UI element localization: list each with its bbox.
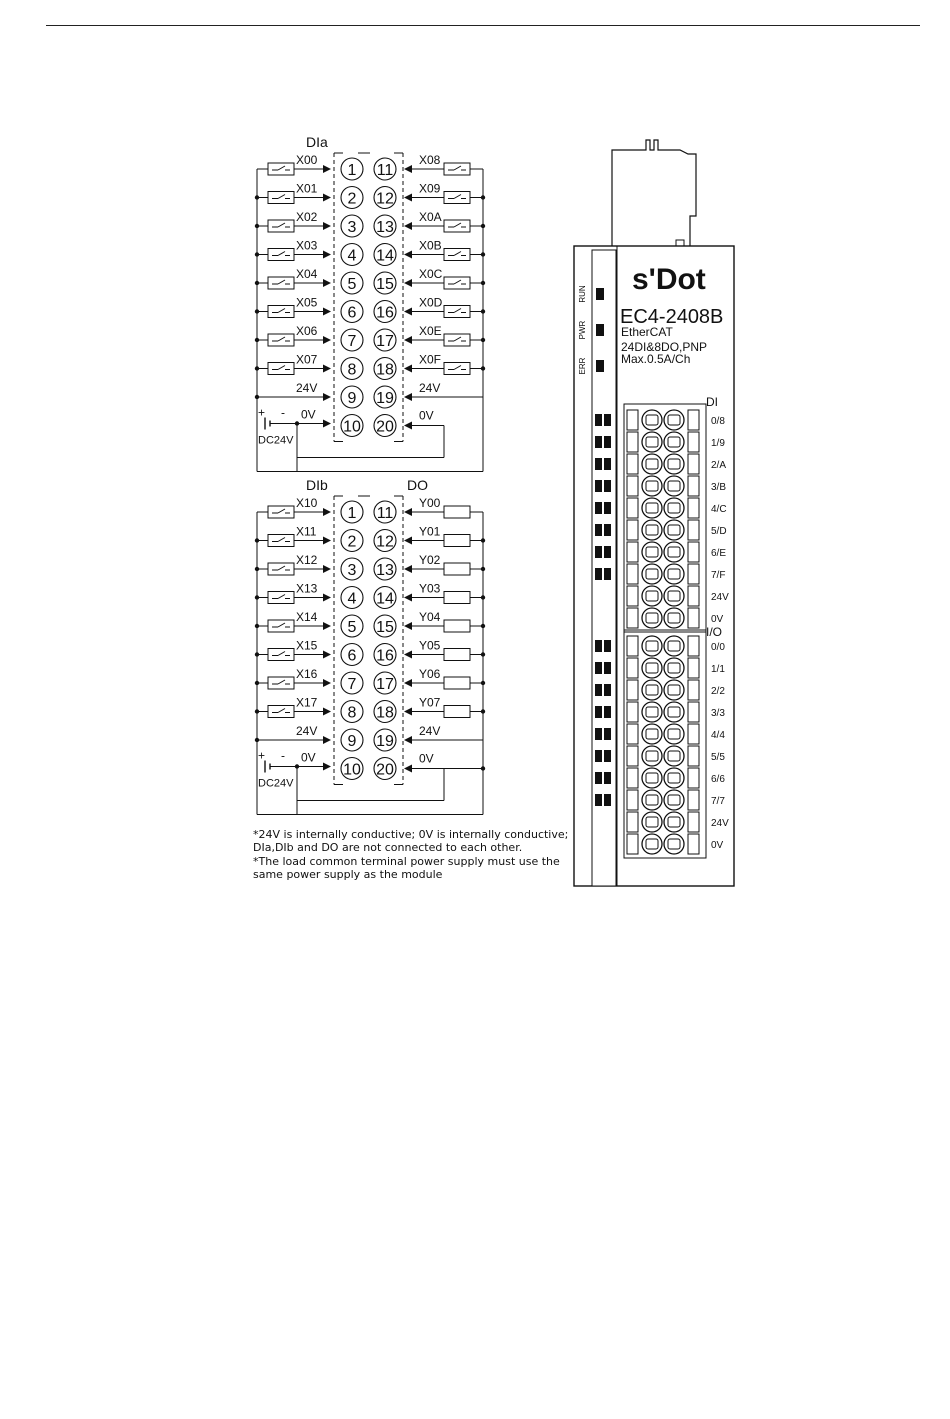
input-label-x10: X10: [296, 496, 318, 510]
terminal-pin-18: 18: [376, 361, 394, 379]
input-label-x09: X09: [419, 181, 441, 196]
input-label-x03: X03: [296, 238, 318, 253]
terminal-pin-9: 9: [347, 733, 357, 750]
terminal-pin-11: 11: [376, 505, 394, 522]
block-title-left: DIa: [306, 134, 328, 150]
terminal-pin-11: 11: [376, 162, 394, 179]
di-terminal-label-5: 5/D: [711, 526, 727, 537]
terminal-pin-2: 2: [347, 190, 357, 208]
terminal-pin-5: 5: [347, 276, 357, 293]
output-label-y03: Y03: [419, 581, 441, 596]
terminal-pin-2: 2: [347, 533, 357, 551]
di-terminal-label-7: 7/F: [711, 570, 726, 581]
module-top-connector: [612, 140, 696, 246]
terminal-screw: [664, 542, 684, 562]
terminal-screw: [664, 724, 684, 744]
supply-label: DC24V: [258, 777, 294, 790]
di-led-2: [595, 458, 602, 470]
io-led-0: [604, 640, 611, 652]
terminal-screw: [664, 454, 684, 474]
input-label-x11: X11: [296, 524, 317, 539]
supply-plus-label: +: [258, 405, 266, 420]
terminal-screw: [642, 476, 662, 496]
terminal-screw: [642, 498, 662, 518]
terminal-pin-7: 7: [347, 676, 357, 693]
terminal-pin-17: 17: [376, 676, 394, 693]
di-terminal-label-9: 0V: [711, 614, 724, 625]
terminal-pin-4: 4: [347, 247, 357, 265]
terminal-pin-16: 16: [376, 647, 394, 665]
io-led-4: [604, 728, 611, 740]
output-label-y02: Y02: [419, 553, 441, 567]
terminal-pin-3: 3: [347, 562, 357, 579]
terminal-pin-1: 1: [347, 162, 357, 179]
v0-left-label: 0V: [301, 407, 316, 422]
output-label-y00: Y00: [419, 496, 441, 510]
di-terminal-label-3: 3/B: [711, 482, 727, 493]
di-terminal-label-6: 6/E: [711, 548, 727, 559]
input-label-x0d: X0D: [419, 295, 443, 310]
terminal-pin-4: 4: [347, 590, 357, 608]
io-terminal-label-9: 0V: [711, 840, 724, 851]
input-label-x07: X07: [296, 352, 318, 367]
output-label-y06: Y06: [419, 667, 441, 681]
terminal-pin-19: 19: [376, 733, 394, 750]
io-terminal-label-2: 2/2: [711, 686, 725, 697]
di-led-6: [595, 546, 602, 558]
io-terminal-label-6: 6/6: [711, 774, 725, 785]
terminal-screw: [642, 520, 662, 540]
terminal-pin-6: 6: [347, 304, 357, 322]
v24-left-label: 24V: [296, 724, 318, 738]
io-header: I/O: [706, 625, 723, 639]
terminal-pin-10: 10: [343, 418, 361, 436]
status-label-err: ERR: [578, 357, 587, 375]
di-led-6: [604, 546, 611, 558]
module-spec-2: Max.0.5A/Ch: [621, 352, 691, 366]
input-label-x14: X14: [296, 610, 318, 624]
di-terminal-label-1: 1/9: [711, 438, 725, 449]
io-led-1: [604, 662, 611, 674]
io-led-4: [595, 728, 602, 740]
io-led-7: [604, 794, 611, 806]
di-led-0: [595, 414, 602, 426]
terminal-pin-19: 19: [376, 390, 394, 407]
input-label-x0a: X0A: [419, 210, 442, 224]
di-terminal-label-2: 2/A: [711, 460, 727, 471]
note-line-3: *The load common terminal power supply must use the: [253, 855, 560, 868]
io-led-0: [595, 640, 602, 652]
di-led-3: [595, 480, 602, 492]
input-label-x12: X12: [296, 553, 318, 567]
note-line-2: DIa,DIb and DO are not connected to each other.: [253, 841, 523, 854]
terminal-screw: [664, 790, 684, 810]
di-terminal-label-4: 4/C: [711, 504, 727, 515]
terminal-pin-7: 7: [347, 333, 357, 350]
terminal-screw: [664, 432, 684, 452]
di-led-3: [604, 480, 611, 492]
terminal-pin-6: 6: [347, 647, 357, 665]
terminal-screw: [664, 658, 684, 678]
input-label-x0f: X0F: [419, 352, 442, 367]
terminal-pin-18: 18: [376, 704, 394, 722]
di-led-0: [604, 414, 611, 426]
terminal-screw: [664, 636, 684, 656]
terminal-pin-20: 20: [376, 418, 394, 436]
terminal-pin-13: 13: [376, 562, 394, 579]
di-led-7: [595, 568, 602, 580]
brand-logo: s'Dot: [632, 263, 706, 296]
terminal-pin-8: 8: [347, 361, 357, 379]
v0-right-label: 0V: [419, 751, 434, 766]
terminal-pin-16: 16: [376, 304, 394, 322]
supply-minus-label: -: [281, 748, 285, 763]
io-led-1: [595, 662, 602, 674]
status-label-pwr: PWR: [578, 320, 587, 340]
di-led-2: [604, 458, 611, 470]
terminal-pin-14: 14: [376, 247, 394, 265]
status-led-pwr: [596, 324, 604, 336]
terminal-pin-17: 17: [376, 333, 394, 350]
io-terminal-label-5: 5/5: [711, 752, 725, 763]
terminal-screw: [664, 746, 684, 766]
input-label-x06: X06: [296, 324, 318, 338]
di-led-7: [604, 568, 611, 580]
terminal-screw: [642, 768, 662, 788]
io-led-5: [595, 750, 602, 762]
v24-right-label: 24V: [419, 381, 441, 395]
io-led-7: [595, 794, 602, 806]
io-led-6: [604, 772, 611, 784]
io-led-2: [604, 684, 611, 696]
status-led-run: [596, 288, 604, 300]
block-title-right: DO: [407, 477, 428, 493]
terminal-screw: [642, 608, 662, 628]
terminal-pin-12: 12: [376, 533, 394, 551]
terminal-screw: [642, 812, 662, 832]
terminal-screw: [642, 454, 662, 474]
io-terminal-label-3: 3/3: [711, 708, 725, 719]
di-led-5: [604, 524, 611, 536]
module-top-tab: [676, 240, 684, 246]
note-line-4: same power supply as the module: [253, 868, 443, 881]
input-label-x08: X08: [419, 153, 441, 167]
terminal-pin-14: 14: [376, 590, 394, 608]
note-line-1: *24V is internally conductive; 0V is internally conductive;: [253, 828, 569, 841]
terminal-screw: [664, 702, 684, 722]
io-led-2: [595, 684, 602, 696]
input-label-x00: X00: [296, 153, 318, 167]
status-label-run: RUN: [578, 285, 587, 303]
terminal-screw: [664, 410, 684, 430]
output-label-y05: Y05: [419, 638, 441, 653]
v24-right-label: 24V: [419, 724, 441, 738]
di-led-1: [604, 436, 611, 448]
io-led-6: [595, 772, 602, 784]
input-label-x15: X15: [296, 638, 318, 653]
terminal-screw: [642, 790, 662, 810]
module-bus: EtherCAT: [621, 325, 673, 339]
supply-minus-label: -: [281, 405, 285, 420]
terminal-screw: [664, 680, 684, 700]
terminal-screw: [642, 680, 662, 700]
input-label-x13: X13: [296, 581, 318, 596]
io-led-3: [604, 706, 611, 718]
terminal-screw: [664, 608, 684, 628]
terminal-pin-15: 15: [376, 276, 394, 293]
module-spec-1: 24DI&8DO,PNP: [621, 340, 708, 354]
terminal-screw: [642, 658, 662, 678]
terminal-pin-1: 1: [347, 505, 357, 522]
terminal-screw: [664, 812, 684, 832]
terminal-screw: [664, 834, 684, 854]
di-terminal-label-0: 0/8: [711, 416, 725, 427]
terminal-screw: [642, 586, 662, 606]
terminal-screw: [642, 746, 662, 766]
terminal-screw: [664, 564, 684, 584]
module-model: EC4-2408B: [620, 306, 724, 328]
terminal-screw: [642, 636, 662, 656]
terminal-screw: [664, 520, 684, 540]
terminal-screw: [642, 564, 662, 584]
input-label-x05: X05: [296, 295, 318, 310]
terminal-pin-12: 12: [376, 190, 394, 208]
terminal-screw: [642, 724, 662, 744]
di-header: DI: [706, 395, 718, 409]
di-led-1: [595, 436, 602, 448]
v0-left-label: 0V: [301, 750, 316, 765]
io-led-5: [604, 750, 611, 762]
output-label-y01: Y01: [419, 524, 441, 539]
di-terminal-label-8: 24V: [711, 592, 729, 603]
terminal-pin-8: 8: [347, 704, 357, 722]
terminal-pin-3: 3: [347, 219, 357, 236]
input-label-x0e: X0E: [419, 324, 442, 338]
output-label-y07: Y07: [419, 695, 441, 710]
block-title-left: DIb: [306, 477, 328, 493]
terminal-screw: [642, 702, 662, 722]
input-label-x02: X02: [296, 210, 318, 224]
input-label-x04: X04: [296, 267, 318, 281]
terminal-pin-13: 13: [376, 219, 394, 236]
terminal-pin-10: 10: [343, 761, 361, 779]
input-label-x0c: X0C: [419, 267, 443, 281]
di-led-5: [595, 524, 602, 536]
supply-label: DC24V: [258, 434, 294, 447]
output-label-y04: Y04: [419, 610, 441, 624]
io-terminal-label-7: 7/7: [711, 796, 725, 807]
io-terminal-label-1: 1/1: [711, 664, 725, 675]
terminal-screw: [642, 432, 662, 452]
terminal-pin-5: 5: [347, 619, 357, 636]
di-led-4: [604, 502, 611, 514]
io-terminal-label-4: 4/4: [711, 730, 725, 741]
supply-plus-label: +: [258, 748, 266, 763]
terminal-screw: [664, 586, 684, 606]
terminal-pin-20: 20: [376, 761, 394, 779]
di-led-4: [595, 502, 602, 514]
terminal-pin-9: 9: [347, 390, 357, 407]
terminal-screw: [664, 498, 684, 518]
terminal-screw: [642, 834, 662, 854]
terminal-pin-15: 15: [376, 619, 394, 636]
terminal-screw: [642, 542, 662, 562]
status-led-err: [596, 360, 604, 372]
terminal-screw: [664, 476, 684, 496]
terminal-screw: [642, 410, 662, 430]
terminal-screw: [664, 768, 684, 788]
io-led-3: [595, 706, 602, 718]
input-label-x16: X16: [296, 667, 318, 681]
io-terminal-label-8: 24V: [711, 818, 729, 829]
v0-right-label: 0V: [419, 408, 434, 423]
io-terminal-label-0: 0/0: [711, 642, 725, 653]
v24-left-label: 24V: [296, 381, 318, 395]
input-label-x01: X01: [296, 181, 318, 196]
input-label-x17: X17: [296, 695, 318, 710]
input-label-x0b: X0B: [419, 238, 442, 253]
